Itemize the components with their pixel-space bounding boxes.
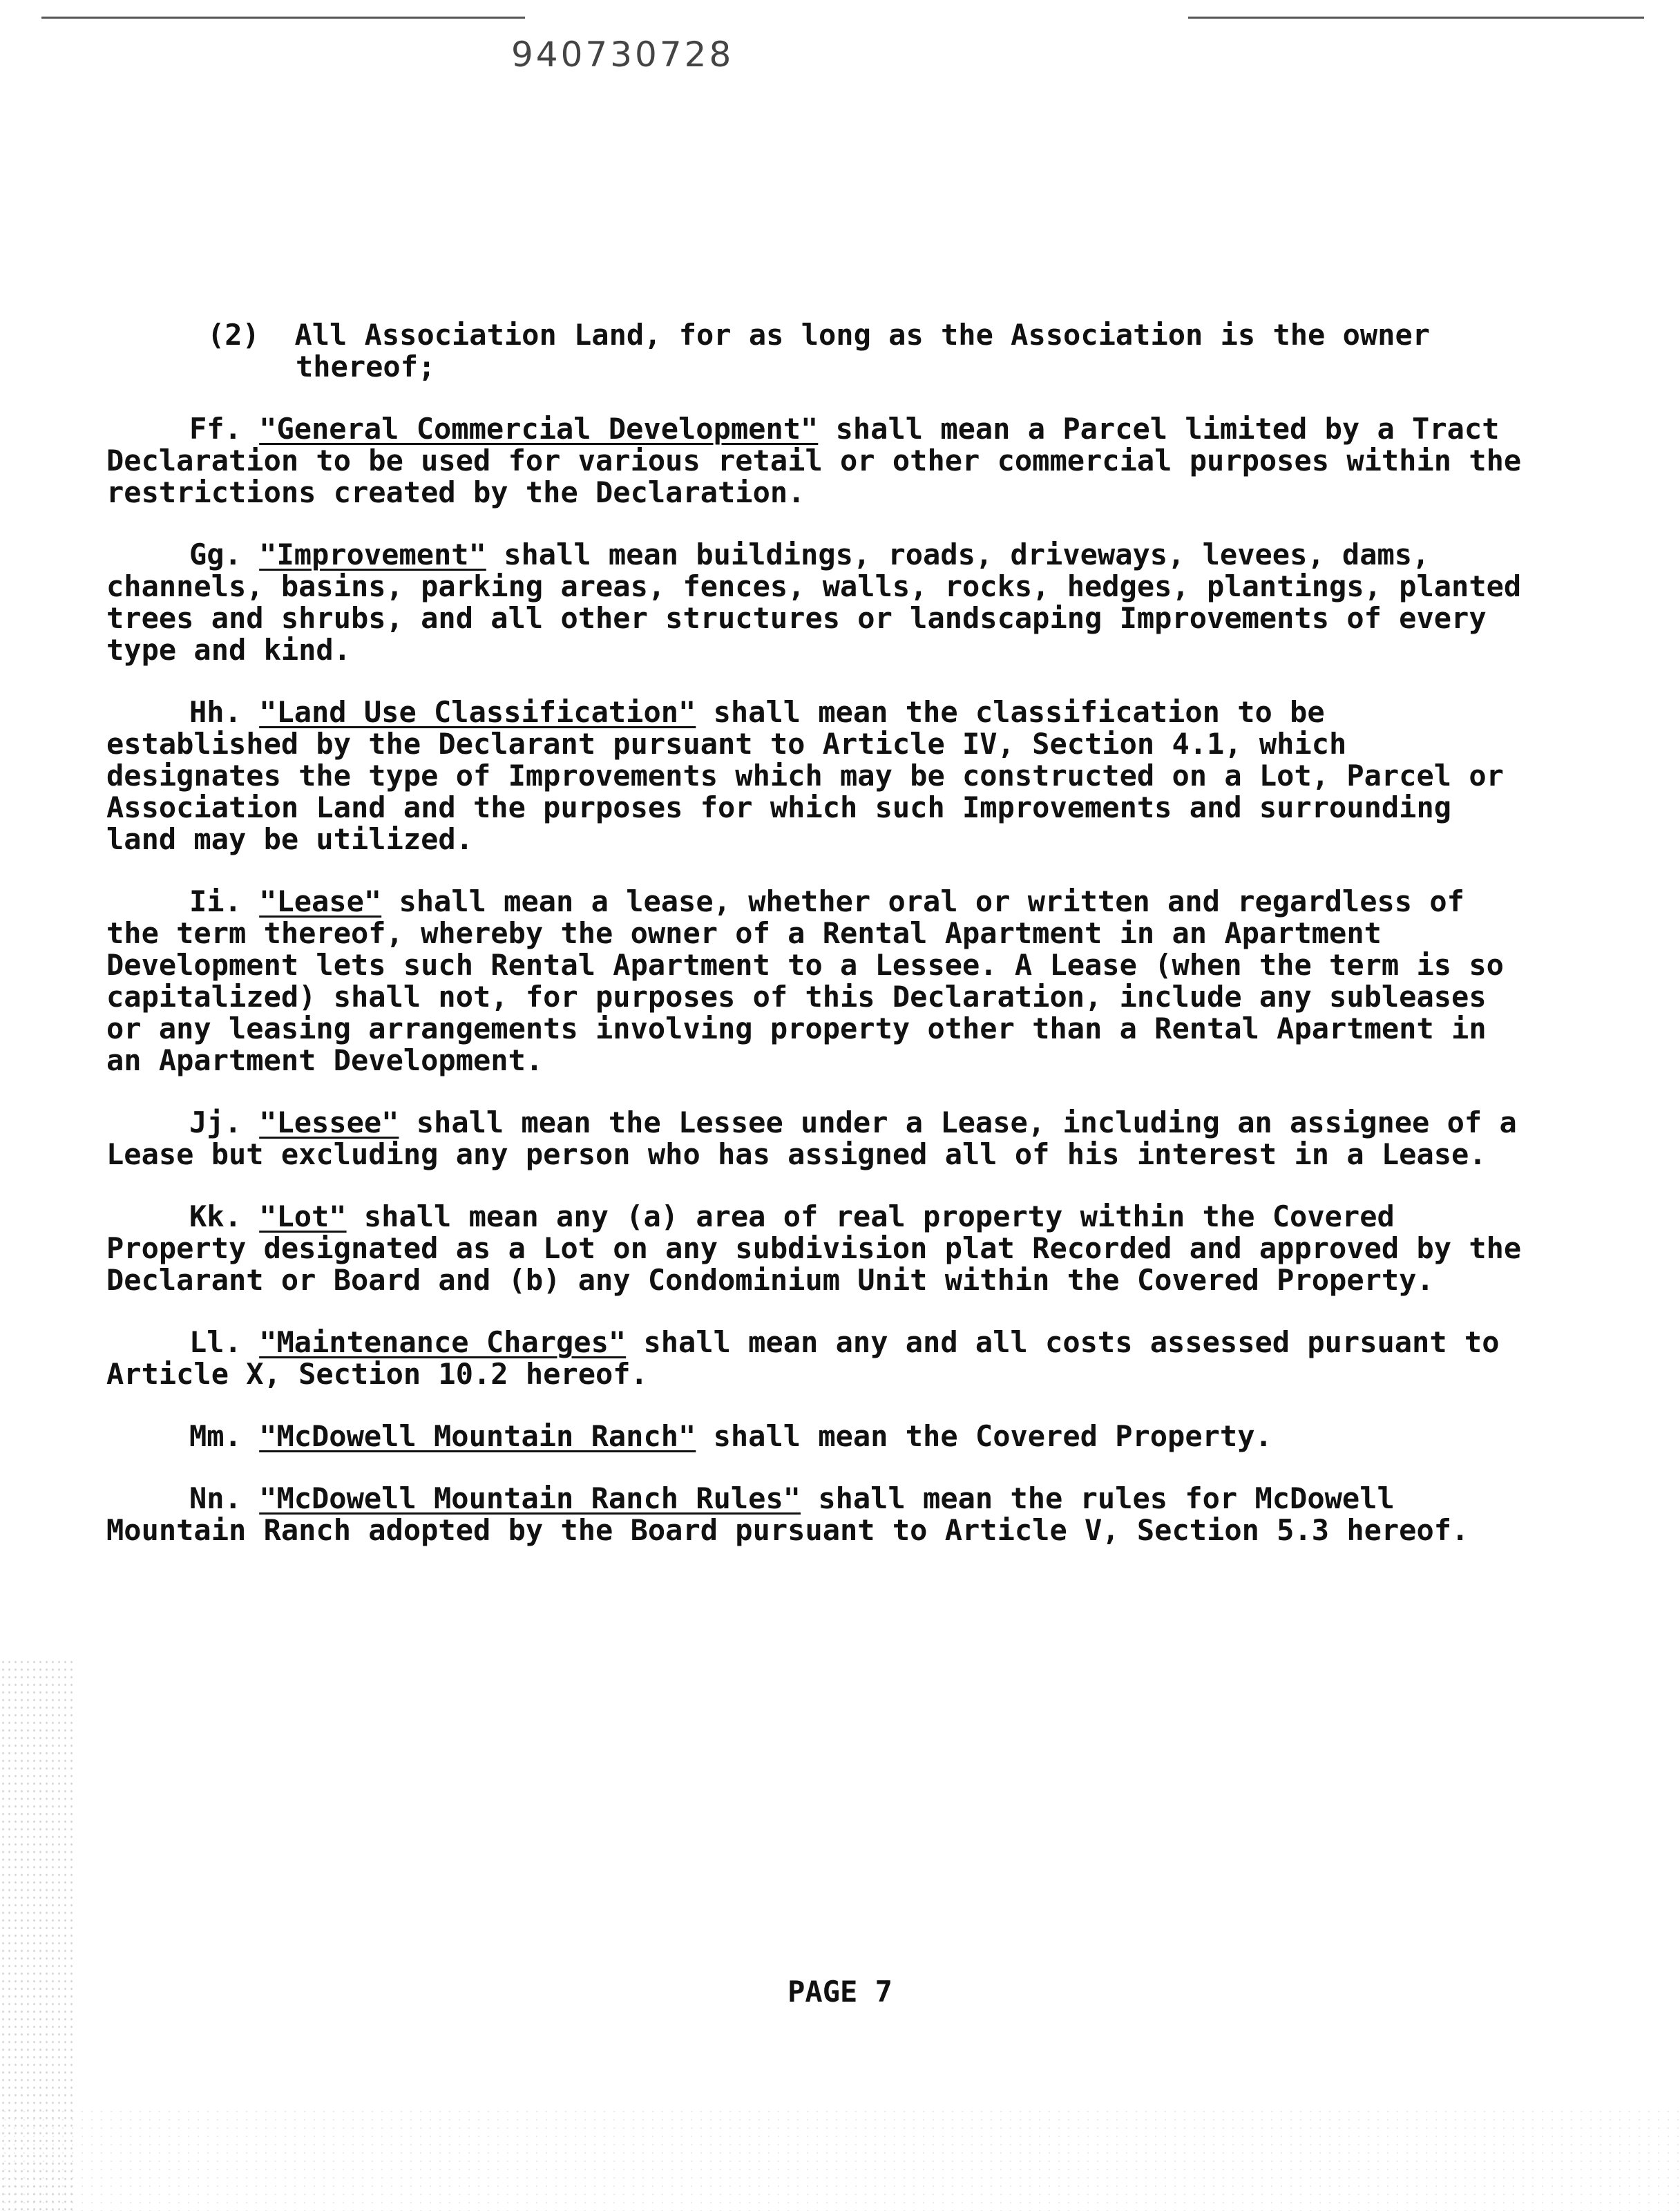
- defined-term: "Maintenance Charges": [259, 1325, 627, 1359]
- defined-term: "General Commercial Development": [259, 412, 819, 446]
- definition-text: shall mean any (a) area of real property within the Covered Property designated as a Lot on any subdivision plat Recorded and approved by the Declarant or Board and (b) any Condominium Unit within the Covered Property.: [106, 1199, 1522, 1297]
- document-number: 940730728: [511, 35, 734, 75]
- definition-text: shall mean the rules for McDowell Mountain Ranch adopted by the Board pursuant to Article V, Section 5.3 hereof.: [106, 1481, 1469, 1547]
- definition-hh: [106, 696, 1522, 855]
- definition-text: shall mean a lease, whether oral or written and regardless of the term thereof, whereby the owner of a Rental Apartment in an Apartment Development lets such Rental Apartment to a Lessee. A Lease (when the term is so capitalized) shall not, for purposes of this Declaration, include any subleases or any leasing arrangements involving property other than a Rental Apartment in an Apartment Development.: [106, 884, 1504, 1077]
- defined-term: "Improvement": [259, 538, 486, 571]
- defined-term: "Lessee": [259, 1106, 399, 1139]
- definition-ll: [106, 1327, 1522, 1390]
- defined-term: "McDowell Mountain Ranch Rules": [259, 1481, 801, 1515]
- definition-jj: [106, 1107, 1522, 1170]
- definition-text: shall mean the classification to be established by the Declarant pursuant to Article IV, Section 4.1, which designates the type of Improvements which may be constructed on a Lot, Parcel or Association Land and the purposes for which such Improvements and surrounding land may be utilized.: [106, 695, 1504, 856]
- definition-label: Kk.: [189, 1199, 242, 1233]
- definition-mm: [106, 1421, 1522, 1452]
- definition-ii: [106, 886, 1522, 1076]
- definition-label: Jj.: [189, 1106, 242, 1139]
- definition-text: shall mean buildings, roads, driveways, levees, dams, channels, basins, parking areas, fences, walls, rocks, hedges, plantings, planted trees and shrubs, and all other structures or landscaping Improvements of every type and kind.: [106, 538, 1522, 667]
- definition-text: shall mean a Parcel limited by a Tract Declaration to be used for various retail or other commercial purposes within the restrictions created by the Declaration.: [106, 412, 1522, 509]
- scan-top-rule-right: [1188, 17, 1644, 19]
- defined-term: "McDowell Mountain Ranch": [259, 1419, 696, 1453]
- page-number: PAGE 7: [788, 1975, 892, 2009]
- paragraph-label: (2): [207, 318, 260, 352]
- defined-term: "Lease": [259, 884, 382, 918]
- definition-label: Ll.: [189, 1325, 242, 1359]
- definition-label: Ff.: [189, 412, 242, 446]
- document-body: [106, 319, 1522, 1577]
- definition-gg: [106, 539, 1522, 666]
- definition-label: Hh.: [189, 695, 242, 729]
- defined-term: "Lot": [259, 1199, 347, 1233]
- definition-text: shall mean any and all costs assessed pursuant to Article X, Section 10.2 hereof.: [106, 1325, 1500, 1391]
- definition-ff: [106, 413, 1522, 509]
- definition-text: shall mean the Covered Property.: [713, 1419, 1272, 1453]
- definition-label: Mm.: [189, 1419, 242, 1453]
- defined-term: "Land Use Classification": [259, 695, 696, 729]
- definition-label: Gg.: [189, 538, 242, 571]
- definition-text: shall mean the Lessee under a Lease, including an assignee of a Lease but excluding any person who has assigned all of his interest in a Lease.: [106, 1106, 1517, 1171]
- paragraph-item-2: [207, 319, 1522, 383]
- paragraph-text: All Association Land, for as long as the Association is the owner thereof;: [294, 318, 1431, 383]
- scan-noise-bottom-edge: [0, 2107, 1680, 2211]
- definition-kk: [106, 1201, 1522, 1296]
- definition-label: Nn.: [189, 1481, 242, 1515]
- definition-label: Ii.: [189, 884, 242, 918]
- scan-top-rule-left: [41, 17, 525, 19]
- definition-nn: [106, 1483, 1522, 1546]
